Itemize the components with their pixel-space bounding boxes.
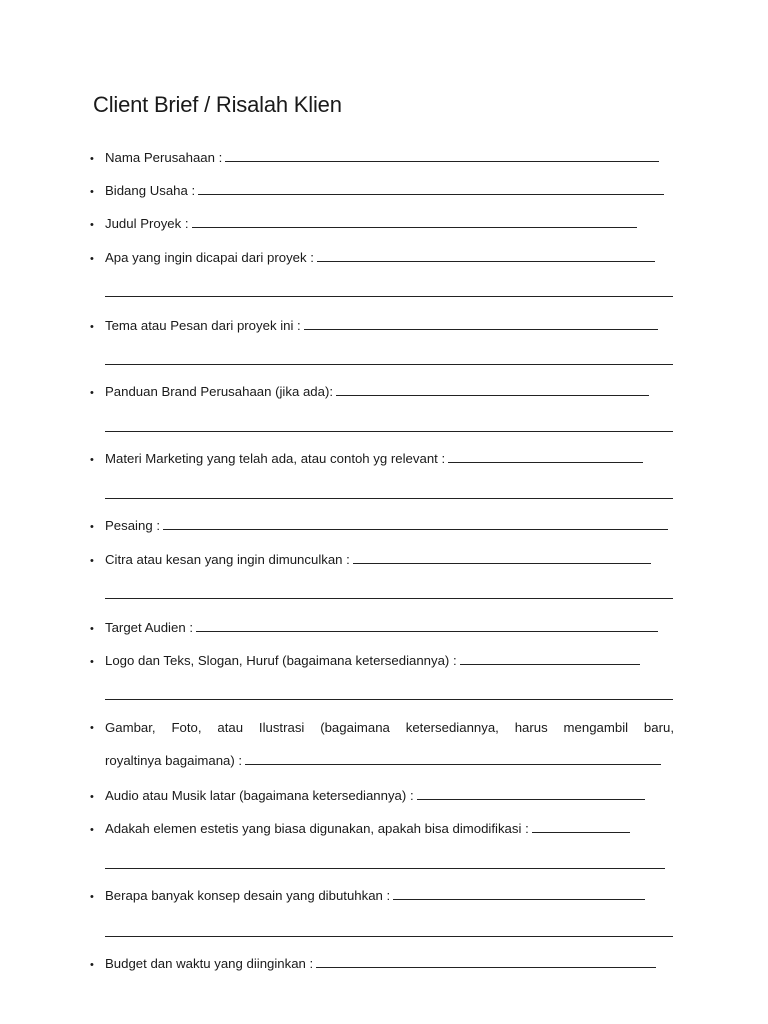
field-label: Target Audien :	[105, 620, 193, 635]
page-title: Client Brief / Risalah Klien	[93, 92, 342, 117]
field-label: Adakah elemen estetis yang biasa digunakan, apakah bisa dimodifikasi :	[105, 821, 529, 836]
fill-in-line[interactable]	[163, 518, 668, 530]
fill-in-line-continued[interactable]	[105, 296, 673, 297]
bullet: •	[90, 219, 94, 231]
field-logo-teks	[90, 653, 640, 670]
bullet: •	[90, 253, 94, 265]
field-label: Berapa banyak konsep desain yang dibutuhkan :	[105, 888, 391, 903]
field-bidang-usaha	[90, 183, 664, 200]
bullet: •	[90, 791, 94, 803]
fill-in-line-continued[interactable]	[105, 699, 673, 700]
field-label: Tema atau Pesan dari proyek ini :	[105, 318, 301, 333]
fill-in-line[interactable]	[353, 552, 651, 564]
field-audio-musik	[90, 788, 645, 805]
field-label: Nama Perusahaan :	[105, 150, 223, 165]
bullet: •	[90, 387, 94, 399]
field-label: Materi Marketing yang telah ada, atau contoh yg relevant :	[105, 451, 446, 466]
fill-in-line[interactable]	[460, 653, 640, 665]
field-label: Apa yang ingin dicapai dari proyek :	[105, 250, 314, 265]
field-label: Budget dan waktu yang diinginkan :	[105, 956, 314, 971]
bullet: •	[90, 891, 94, 903]
field-materi-marketing	[90, 451, 643, 468]
field-konsep-desain	[90, 888, 645, 905]
field-label: Gambar, Foto, atau Ilustrasi (bagaimana ketersediannya, harus mengambil baru,	[105, 720, 674, 735]
field-nama-perusahaan	[90, 150, 659, 167]
bullet: •	[90, 153, 94, 165]
bullet: •	[90, 623, 94, 635]
fill-in-line-continued[interactable]	[105, 868, 665, 869]
field-label: Panduan Brand Perusahaan (jika ada):	[105, 384, 334, 399]
fill-in-line[interactable]	[192, 216, 637, 228]
bullet: •	[90, 959, 94, 971]
field-label: Pesaing :	[105, 518, 160, 533]
fill-in-line[interactable]	[448, 451, 643, 463]
fill-in-line[interactable]	[393, 888, 645, 900]
field-judul-proyek	[90, 216, 637, 233]
field-target-audien	[90, 620, 658, 637]
fill-in-line[interactable]	[317, 250, 655, 262]
bullet: •	[90, 824, 94, 836]
bullet: •	[90, 186, 94, 198]
fill-in-line[interactable]	[417, 788, 645, 800]
fill-in-line[interactable]	[245, 753, 661, 765]
field-label: Logo dan Teks, Slogan, Huruf (bagaimana ketersediannya) :	[105, 653, 457, 668]
fill-in-line[interactable]	[304, 318, 658, 330]
field-budget-waktu	[90, 956, 656, 973]
bullet: •	[90, 321, 94, 333]
fill-in-line[interactable]	[225, 150, 659, 162]
fill-in-line[interactable]	[532, 821, 630, 833]
field-elemen-estetis	[90, 821, 630, 838]
field-panduan-brand	[90, 384, 649, 401]
field-label: Judul Proyek :	[105, 216, 189, 231]
field-label: Audio atau Musik latar (bagaimana ketersediannya) :	[105, 788, 414, 803]
fill-in-line[interactable]	[316, 956, 656, 968]
bullet: •	[90, 454, 94, 466]
field-tema-pesan	[90, 318, 658, 335]
fill-in-line-continued[interactable]	[105, 498, 673, 499]
field-label: royaltinya bagaimana) :	[105, 753, 243, 768]
fill-in-line-continued[interactable]	[105, 431, 673, 432]
field-apa-dicapai	[90, 250, 655, 267]
field-pesaing	[90, 518, 668, 535]
fill-in-line-continued[interactable]	[105, 364, 673, 365]
fill-in-line[interactable]	[336, 384, 649, 396]
field-gambar-foto	[90, 720, 674, 736]
bullet: •	[90, 656, 94, 668]
field-label: Bidang Usaha :	[105, 183, 196, 198]
bullet: •	[90, 555, 94, 567]
field-gambar-foto-continued	[105, 753, 661, 769]
fill-in-line-continued[interactable]	[105, 936, 673, 937]
fill-in-line-continued[interactable]	[105, 598, 673, 599]
fill-in-line[interactable]	[196, 620, 658, 632]
bullet: •	[90, 521, 94, 533]
bullet: •	[90, 722, 94, 734]
field-label: Citra atau kesan yang ingin dimunculkan :	[105, 552, 350, 567]
fill-in-line[interactable]	[198, 183, 664, 195]
field-citra-kesan	[90, 552, 651, 569]
